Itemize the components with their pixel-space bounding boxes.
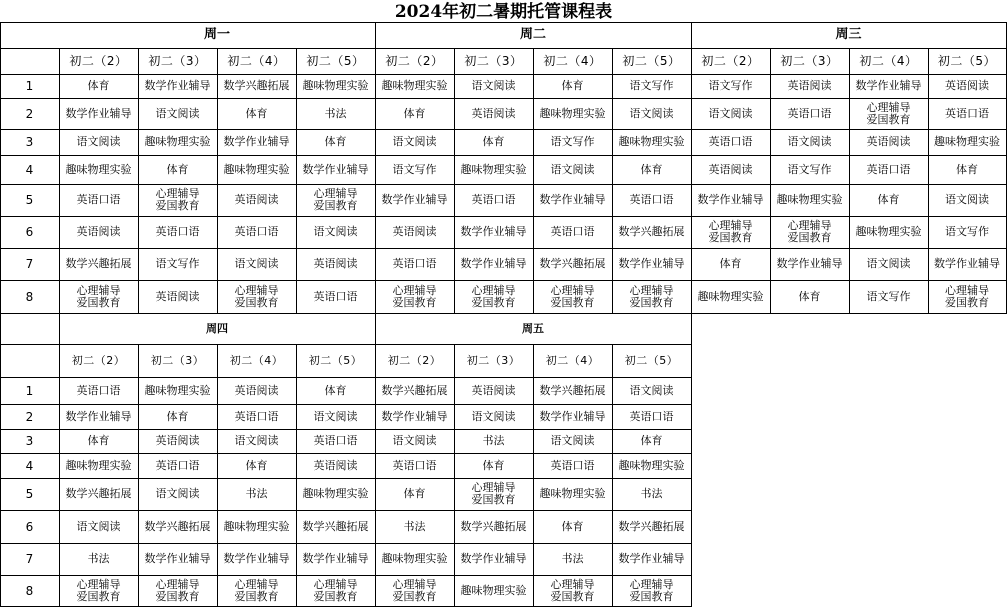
period-number: 7 [25,257,34,271]
grid-line [0,377,692,378]
schedule-cell: 数学作业辅导 [934,257,1000,270]
schedule-cell: 语文阅读 [550,162,595,176]
schedule-cell: 语文阅读 [629,106,674,120]
schedule-cell: 心理辅导 爱国教育 [945,283,989,309]
schedule-cell: 数学兴趣拓展 [618,519,685,533]
schedule-cell: 语文写作 [392,162,437,176]
class-header: 初二（3） [150,353,205,367]
day-header: 周三 [835,27,862,42]
schedule-cell: 体育 [482,135,505,148]
schedule-cell: 数学作业辅导 [144,79,211,92]
schedule-cell: 心理辅导 爱国教育 [392,283,437,309]
schedule-cell: 体育 [561,79,584,92]
schedule-cell: 英语口语 [629,409,674,423]
period-number: 4 [25,458,34,473]
schedule-cell: 数学兴趣拓展 [223,79,290,92]
schedule-cell: 心理辅导 爱国教育 [234,283,279,309]
grid-line [0,248,1007,249]
class-header: 初二（5） [622,54,681,68]
schedule-cell: 心理辅导 爱国教育 [787,219,832,244]
schedule-cell: 数学作业辅导 [460,225,527,238]
class-header: 初二（4） [227,54,286,68]
period-number: 1 [25,79,34,93]
grid-line [0,155,1007,156]
schedule-cell: 体育 [245,458,268,472]
day-header: 周一 [203,27,230,42]
schedule-cell: 语文阅读 [471,409,516,423]
period-number: 2 [25,409,34,424]
schedule-cell: 数学作业辅导 [618,552,685,565]
schedule-cell: 体育 [87,434,110,447]
schedule-cell: 心理辅导 爱国教育 [392,578,437,603]
schedule-cell: 语文阅读 [155,106,200,120]
schedule-cell: 英语阅读 [471,383,516,397]
schedule-cell: 心理辅导 爱国教育 [708,219,753,244]
period-number: 6 [25,225,34,239]
class-header: 初二（4） [859,54,918,68]
class-header: 初二（2） [71,353,126,367]
schedule-cell: 趣味物理实验 [934,135,1000,148]
schedule-cell: 心理辅导 爱国教育 [76,578,121,603]
schedule-cell: 趣味物理实验 [776,193,843,206]
schedule-cell: 体育 [877,193,900,206]
schedule-cell: 英语口语 [234,409,279,423]
grid-line [770,48,771,314]
schedule-cell: 心理辅导 爱国教育 [155,578,200,603]
grid-line [0,510,692,511]
schedule-cell: 趣味物理实验 [539,487,606,500]
class-header: 初二（2） [385,54,444,68]
schedule-cell: 语文阅读 [787,135,832,148]
schedule-cell: 英语口语 [313,434,358,447]
grid-line [375,22,376,314]
schedule-cell: 体育 [640,434,663,447]
schedule-cell: 语文写作 [550,135,595,148]
class-header: 初二（2） [701,54,760,68]
schedule-cell: 书法 [482,434,505,447]
grid-line [59,48,60,314]
schedule-cell: 数学作业辅导 [302,162,369,176]
schedule-cell: 书法 [324,106,347,120]
schedule-cell: 语文阅读 [629,383,674,397]
grid-line [375,313,376,607]
schedule-cell: 英语口语 [945,106,989,120]
grid-line [138,48,139,314]
schedule-cell: 趣味物理实验 [302,487,369,500]
period-number: 3 [25,434,34,448]
schedule-cell: 体育 [956,162,978,176]
schedule-cell: 心理辅导 爱国教育 [471,283,516,309]
schedule-cell: 英语阅读 [392,225,437,238]
schedule-cell: 语文写作 [945,225,989,238]
schedule-cell: 数学作业辅导 [144,552,211,565]
schedule-cell: 语文阅读 [155,487,200,500]
schedule-cell: 体育 [87,79,110,92]
grid-line [0,74,1007,75]
schedule-cell: 数学兴趣拓展 [65,257,132,270]
schedule-cell: 英语口语 [471,193,516,206]
schedule-cell: 数学作业辅导 [460,552,527,565]
period-number: 2 [25,106,34,121]
schedule-cell: 数学兴趣拓展 [381,383,448,397]
schedule-cell: 英语口语 [629,193,674,206]
grid-line [0,543,692,544]
schedule-cell: 体育 [798,289,821,303]
schedule-cell: 英语阅读 [155,289,200,303]
schedule-cell: 数学作业辅导 [539,409,606,423]
schedule-cell: 数学兴趣拓展 [144,519,211,533]
schedule-cell: 语文写作 [866,289,911,303]
grid-line [454,48,455,314]
schedule-cell: 心理辅导 爱国教育 [313,187,358,212]
schedule-cell: 数学作业辅导 [697,193,764,206]
schedule-cell: 语文阅读 [471,79,516,92]
schedule-cell: 趣味物理实验 [65,162,132,176]
schedule-cell: 趣味物理实验 [144,135,211,148]
grid-line [0,22,1007,23]
schedule-cell: 英语口语 [392,257,437,270]
schedule-cell: 体育 [719,257,742,270]
grid-line [533,48,534,314]
period-number: 3 [25,135,34,149]
schedule-cell: 体育 [245,106,268,120]
grid-line [0,129,1007,130]
schedule-cell: 数学兴趣拓展 [302,519,369,533]
schedule-cell: 英语阅读 [471,106,516,120]
class-header: 初二（5） [308,353,363,367]
schedule-cell: 英语阅读 [313,257,358,270]
period-number: 4 [25,162,34,177]
schedule-cell: 语文阅读 [234,257,279,270]
schedule-cell: 数学兴趣拓展 [460,519,527,533]
schedule-cell: 数学兴趣拓展 [618,225,685,238]
schedule-cell: 数学兴趣拓展 [65,487,132,500]
schedule-cell: 语文阅读 [313,225,358,238]
schedule-cell: 语文阅读 [708,106,753,120]
grid-line [0,22,1,314]
schedule-cell: 心理辅导 爱国教育 [629,578,674,603]
day-header: 周二 [519,27,546,42]
schedule-cell: 英语阅读 [234,383,279,397]
schedule-cell: 趣味物理实验 [144,383,211,397]
schedule-cell: 英语阅读 [155,434,200,447]
schedule-cell: 体育 [324,383,347,397]
grid-line [0,184,1007,185]
schedule-cell: 英语口语 [866,162,911,176]
schedule-cell: 英语口语 [234,225,279,238]
schedule-cell: 体育 [561,519,584,533]
grid-line [691,313,692,607]
grid-line [928,48,929,314]
schedule-cell: 趣味物理实验 [460,584,527,597]
schedule-cell: 英语口语 [76,383,121,397]
schedule-cell: 数学作业辅导 [460,257,527,270]
grid-line [217,344,218,607]
class-header: 初二（3） [466,353,521,367]
grid-line [296,48,297,314]
schedule-cell: 趣味物理实验 [618,458,685,472]
schedule-cell: 英语阅读 [313,458,358,472]
schedule-cell: 书法 [87,552,110,565]
schedule-cell: 语文写作 [155,257,200,270]
schedule-cell: 英语阅读 [866,135,911,148]
grid-line [0,575,692,576]
grid-line [296,344,297,607]
period-number: 1 [25,383,34,398]
class-header: 初二（4） [543,54,602,68]
schedule-cell: 心理辅导 爱国教育 [234,578,279,603]
schedule-cell: 数学作业辅导 [618,257,685,270]
grid-line [0,280,1007,281]
schedule-cell: 书法 [640,487,663,500]
day-header: 周四 [206,321,228,335]
period-number: 8 [25,289,34,304]
grid-line [0,48,1007,49]
schedule-cell: 趣味物理实验 [223,162,290,176]
period-number: 5 [25,193,34,207]
grid-line [138,344,139,607]
period-number: 8 [25,584,34,598]
class-header: 初二（2） [387,353,442,367]
schedule-cell: 语文阅读 [234,434,279,447]
grid-line [533,344,534,607]
schedule-cell: 英语阅读 [787,79,832,92]
schedule-cell: 英语阅读 [234,193,279,206]
schedule-cell: 趣味物理实验 [381,552,448,565]
schedule-cell: 心理辅导 爱国教育 [155,187,200,212]
class-header: 初二（4） [229,353,284,367]
schedule-cell: 英语阅读 [76,225,121,238]
schedule-cell: 趣味物理实验 [302,79,369,92]
schedule-cell: 趣味物理实验 [855,225,922,238]
schedule-cell: 趣味物理实验 [460,162,527,176]
class-header: 初二（3） [780,54,839,68]
schedule-cell: 心理辅导 爱国教育 [471,481,516,506]
schedule-cell: 语文阅读 [550,434,595,447]
grid-line [59,313,60,607]
schedule-cell: 趣味物理实验 [539,106,606,120]
schedule-cell: 心理辅导 爱国教育 [76,283,121,309]
schedule-cell: 英语口语 [155,225,200,238]
grid-line [217,48,218,314]
schedule-cell: 趣味物理实验 [381,79,448,92]
schedule-cell: 英语口语 [392,458,437,472]
schedule-cell: 体育 [640,162,663,176]
class-header: 初二（2） [69,54,128,68]
grid-line [612,48,613,314]
schedule-cell: 趣味物理实验 [223,519,290,533]
schedule-cell: 语文阅读 [945,193,989,206]
class-header: 初二（5） [937,54,997,68]
period-number: 7 [25,552,34,566]
schedule-cell: 体育 [403,106,426,120]
schedule-cell: 体育 [403,487,426,500]
schedule-cell: 数学作业辅导 [302,552,369,565]
grid-line [691,22,692,314]
period-number: 5 [25,487,34,501]
schedule-cell: 语文写作 [629,79,674,92]
schedule-cell: 数学作业辅导 [381,193,448,206]
grid-line [849,48,850,314]
grid-line [612,344,613,607]
grid-line [0,453,692,454]
schedule-cell: 语文写作 [787,162,832,176]
schedule-cell: 英语口语 [787,106,832,120]
schedule-cell: 语文阅读 [313,409,358,423]
schedule-cell: 书法 [245,487,268,500]
schedule-cell: 数学作业辅导 [539,193,606,206]
schedule-cell: 英语口语 [550,458,595,472]
grid-line [0,98,1007,99]
schedule-cell: 趣味物理实验 [697,289,764,303]
schedule-cell: 体育 [324,135,347,148]
schedule-cell: 趣味物理实验 [618,135,685,148]
schedule-cell: 语文写作 [708,79,753,92]
schedule-cell: 英语口语 [76,193,121,206]
schedule-cell: 数学作业辅导 [223,135,290,148]
schedule-cell: 语文阅读 [76,135,121,148]
schedule-cell: 数学作业辅导 [776,257,843,270]
grid-line [0,344,692,345]
schedule-cell: 数学作业辅导 [223,552,290,565]
schedule-cell: 心理辅导 爱国教育 [629,283,674,309]
schedule-cell: 数学作业辅导 [65,409,132,423]
schedule-cell: 数学兴趣拓展 [539,383,606,397]
schedule-cell: 趣味物理实验 [65,458,132,472]
schedule-cell: 体育 [482,458,505,472]
schedule-cell: 书法 [403,519,426,533]
schedule-cell: 体育 [166,409,189,423]
schedule-cell: 书法 [561,552,584,565]
grid-line [0,404,692,405]
schedule-cell: 心理辅导 爱国教育 [550,578,595,603]
schedule-cell: 数学兴趣拓展 [539,257,606,270]
class-header: 初二（5） [306,54,365,68]
grid-line [0,313,692,314]
class-header: 初二（5） [624,353,679,367]
schedule-cell: 心理辅导 爱国教育 [313,578,358,603]
grid-line [0,429,692,430]
grid-line [0,216,1007,217]
schedule-cell: 体育 [166,162,189,176]
schedule-cell: 语文阅读 [76,519,121,533]
schedule-cell: 语文阅读 [392,135,437,148]
schedule-cell: 英语阅读 [708,162,753,176]
schedule-cell: 语文阅读 [866,257,911,270]
grid-line [454,344,455,607]
page-title: 2024年初二暑期托管课程表 [394,2,613,22]
class-header: 初二（3） [464,54,523,68]
schedule-cell: 数学作业辅导 [65,106,132,120]
schedule-cell: 英语口语 [155,458,200,472]
schedule-cell: 数学作业辅导 [381,409,448,423]
class-header: 初二（4） [545,353,600,367]
class-header: 初二（3） [148,54,207,68]
schedule-cell: 英语口语 [550,225,595,238]
period-number: 6 [25,519,34,534]
day-header: 周五 [522,321,544,335]
schedule-cell: 英语口语 [313,289,358,303]
schedule-cell: 心理辅导 爱国教育 [866,100,911,126]
schedule-cell: 英语口语 [708,135,753,148]
grid-line [0,478,692,479]
grid-line [0,313,1,607]
schedule-cell: 英语阅读 [945,79,989,92]
schedule-cell: 数学作业辅导 [855,79,922,92]
schedule-cell: 语文阅读 [392,434,437,447]
schedule-cell: 心理辅导 爱国教育 [550,283,595,309]
